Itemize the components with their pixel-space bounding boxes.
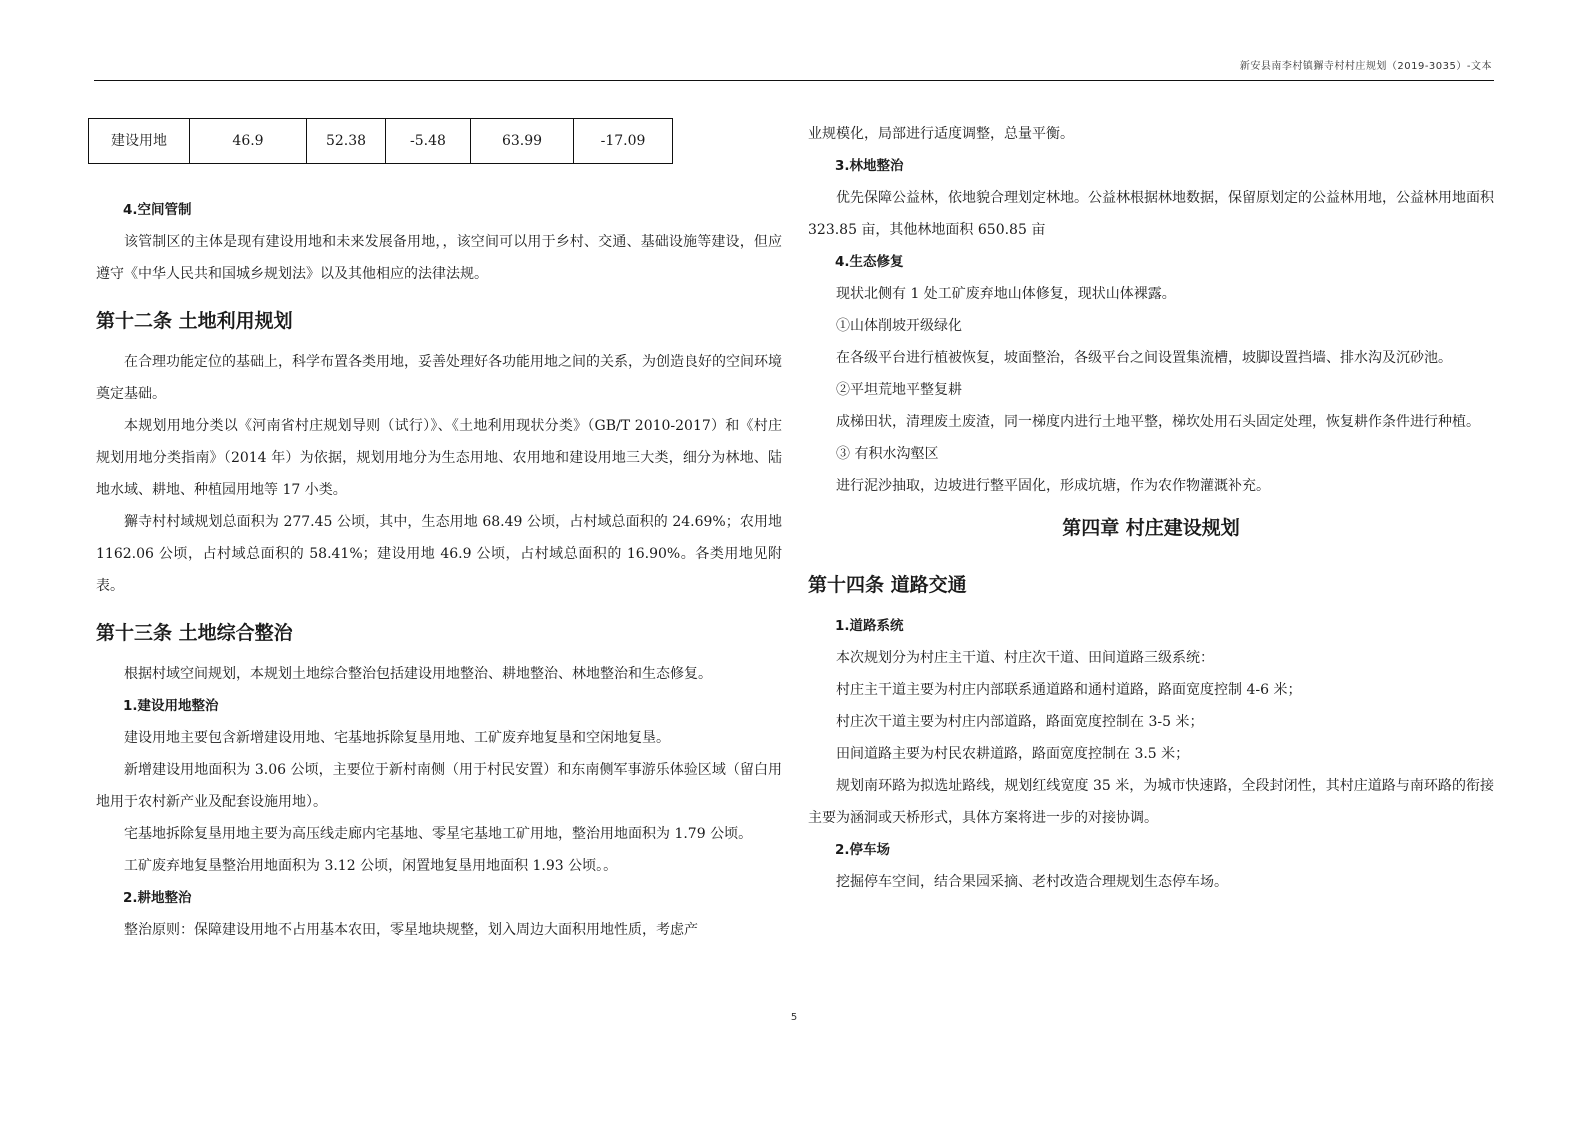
paragraph: 进行泥沙抽取，边坡进行整平固化，形成坑塘，作为农作物灌溉补充。 bbox=[836, 478, 1270, 494]
land-use-table bbox=[88, 118, 673, 164]
right-column bbox=[808, 118, 1494, 898]
paragraph: 宅基地拆除复垦用地主要为高压线走廊内宅基地、零星宅基地工矿用地，整治用地面积为 1.79 公顷。 bbox=[124, 826, 753, 842]
list-item: ①山体削坡开级绿化 bbox=[836, 318, 962, 334]
paragraph: 成梯田状，清理废土废渣，同一梯度内进行土地平整，梯坎处用石头固定处理，恢复耕作条件进行种植。 bbox=[836, 414, 1480, 430]
section-heading-construction-land: 1.建设用地整治 bbox=[123, 698, 219, 714]
paragraph-continued: 业规模化，局部进行适度调整，总量平衡。 bbox=[808, 126, 1074, 142]
paragraph: 新增建设用地面积为 3.06 公顷，主要位于新村南侧（用于村民安置）和东南侧军事游乐体验区域（留白用地用于农村新产业及配套设施用地）。 bbox=[96, 762, 782, 810]
left-column bbox=[96, 118, 782, 946]
section-heading-spatial-control: 4.空间管制 bbox=[123, 202, 192, 218]
paragraph: 根据村域空间规划，本规划土地综合整治包括建设用地整治、耕地整治、林地整治和生态修复。 bbox=[124, 666, 712, 682]
paragraph: 规划南环路为拟选址路线，规划红线宽度 35 米，为城市快速路，全段封闭性，其村庄道路与南环路的衔接主要为涵洞或天桥形式，具体方案将进一步的对接协调。 bbox=[808, 778, 1494, 826]
list-item: ③ 有积水沟壑区 bbox=[836, 446, 939, 462]
paragraph: 工矿废弃地复垦整治用地面积为 3.12 公顷，闲置地复垦用地面积 1.93 公顷。。 bbox=[124, 858, 618, 874]
paragraph: 挖掘停车空间，结合果园采摘、老村改造合理规划生态停车场。 bbox=[836, 874, 1228, 890]
table-row bbox=[89, 119, 673, 164]
paragraph: 该管制区的主体是现有建设用地和未来发展备用地，，该空间可以用于乡村、交通、基础设施等建设，但应遵守《中华人民共和国城乡规划法》以及其他相应的法律法规。 bbox=[96, 234, 782, 282]
table-cell: -17.09 bbox=[574, 119, 673, 164]
paragraph: 在各级平台进行植被恢复，坡面整治，各级平台之间设置集流槽，坡脚设置挡墙、排水沟及沉砂池。 bbox=[836, 350, 1452, 366]
article-heading-14: 第十四条 道路交通 bbox=[808, 574, 967, 596]
paragraph: 建设用地主要包含新增建设用地、宅基地拆除复垦用地、工矿废弃地复垦和空闲地复垦。 bbox=[124, 730, 670, 746]
article-heading-13: 第十三条 土地综合整治 bbox=[96, 622, 293, 644]
paragraph: 现状北侧有 1 处工矿废弃地山体修复，现状山体裸露。 bbox=[836, 286, 1176, 302]
section-heading-forest: 3.林地整治 bbox=[835, 158, 904, 174]
paragraph: 本次规划分为村庄主干道、村庄次干道、田间道路三级系统： bbox=[836, 650, 1214, 666]
article-heading-12: 第十二条 土地利用规划 bbox=[96, 310, 293, 332]
list-item: ②平坦荒地平整复耕 bbox=[836, 382, 962, 398]
paragraph: 在合理功能定位的基础上，科学布置各类用地，妥善处理好各功能用地之间的关系，为创造良好的空间环境奠定基础。 bbox=[96, 354, 782, 402]
section-heading-ecological-restoration: 4.生态修复 bbox=[835, 254, 904, 270]
table-cell: 52.38 bbox=[307, 119, 386, 164]
paragraph: 整治原则：保障建设用地不占用基本农田，零星地块规整，划入周边大面积用地性质，考虑产 bbox=[124, 922, 698, 938]
paragraph: 本规划用地分类以《河南省村庄规划导则（试行）》、《土地利用现状分类》（GB/T 2010-2017）和《村庄规划用地分类指南》（2014 年）为依据，规划用地分为生态用地、农用地和建设用地三大类，细分为林地、陆地水域、耕地、种植园用地等 17 小类。 bbox=[96, 418, 782, 498]
paragraph: 村庄次干道主要为村庄内部道路，路面宽度控制在 3-5 米； bbox=[836, 714, 1204, 730]
page-number: 5 bbox=[790, 1012, 798, 1023]
chapter-heading: 第四章 村庄建设规划 bbox=[1062, 517, 1240, 539]
document-header: 新安县南李村镇獬寺村村庄规划（2019-3035）-文本 bbox=[1239, 61, 1492, 72]
table-cell: 46.9 bbox=[190, 119, 307, 164]
section-heading-farmland: 2.耕地整治 bbox=[123, 890, 192, 906]
paragraph: 村庄主干道主要为村庄内部联系通道路和通村道路，路面宽度控制 4-6 米； bbox=[836, 682, 1302, 698]
table-cell: -5.48 bbox=[386, 119, 471, 164]
table-cell: 63.99 bbox=[471, 119, 574, 164]
header-rule bbox=[94, 80, 1494, 81]
table-cell-category: 建设用地 bbox=[89, 119, 190, 164]
paragraph: 獬寺村村域规划总面积为 277.45 公顷，其中，生态用地 68.49 公顷，占村域总面积的 24.69%；农用地 1162.06 公顷，占村域总面积的 58.41%；建设用地 46.9 公顷，占村域总面积的 16.90%。各类用地见附表。 bbox=[96, 514, 782, 594]
paragraph: 田间道路主要为村民农耕道路，路面宽度控制在 3.5 米； bbox=[836, 746, 1190, 762]
section-heading-road-system: 1.道路系统 bbox=[835, 618, 904, 634]
section-heading-parking: 2.停车场 bbox=[835, 842, 891, 858]
paragraph: 优先保障公益林，依地貌合理划定林地。公益林根据林地数据，保留原划定的公益林用地，公益林用地面积 323.85 亩，其他林地面积 650.85 亩 bbox=[808, 190, 1494, 238]
